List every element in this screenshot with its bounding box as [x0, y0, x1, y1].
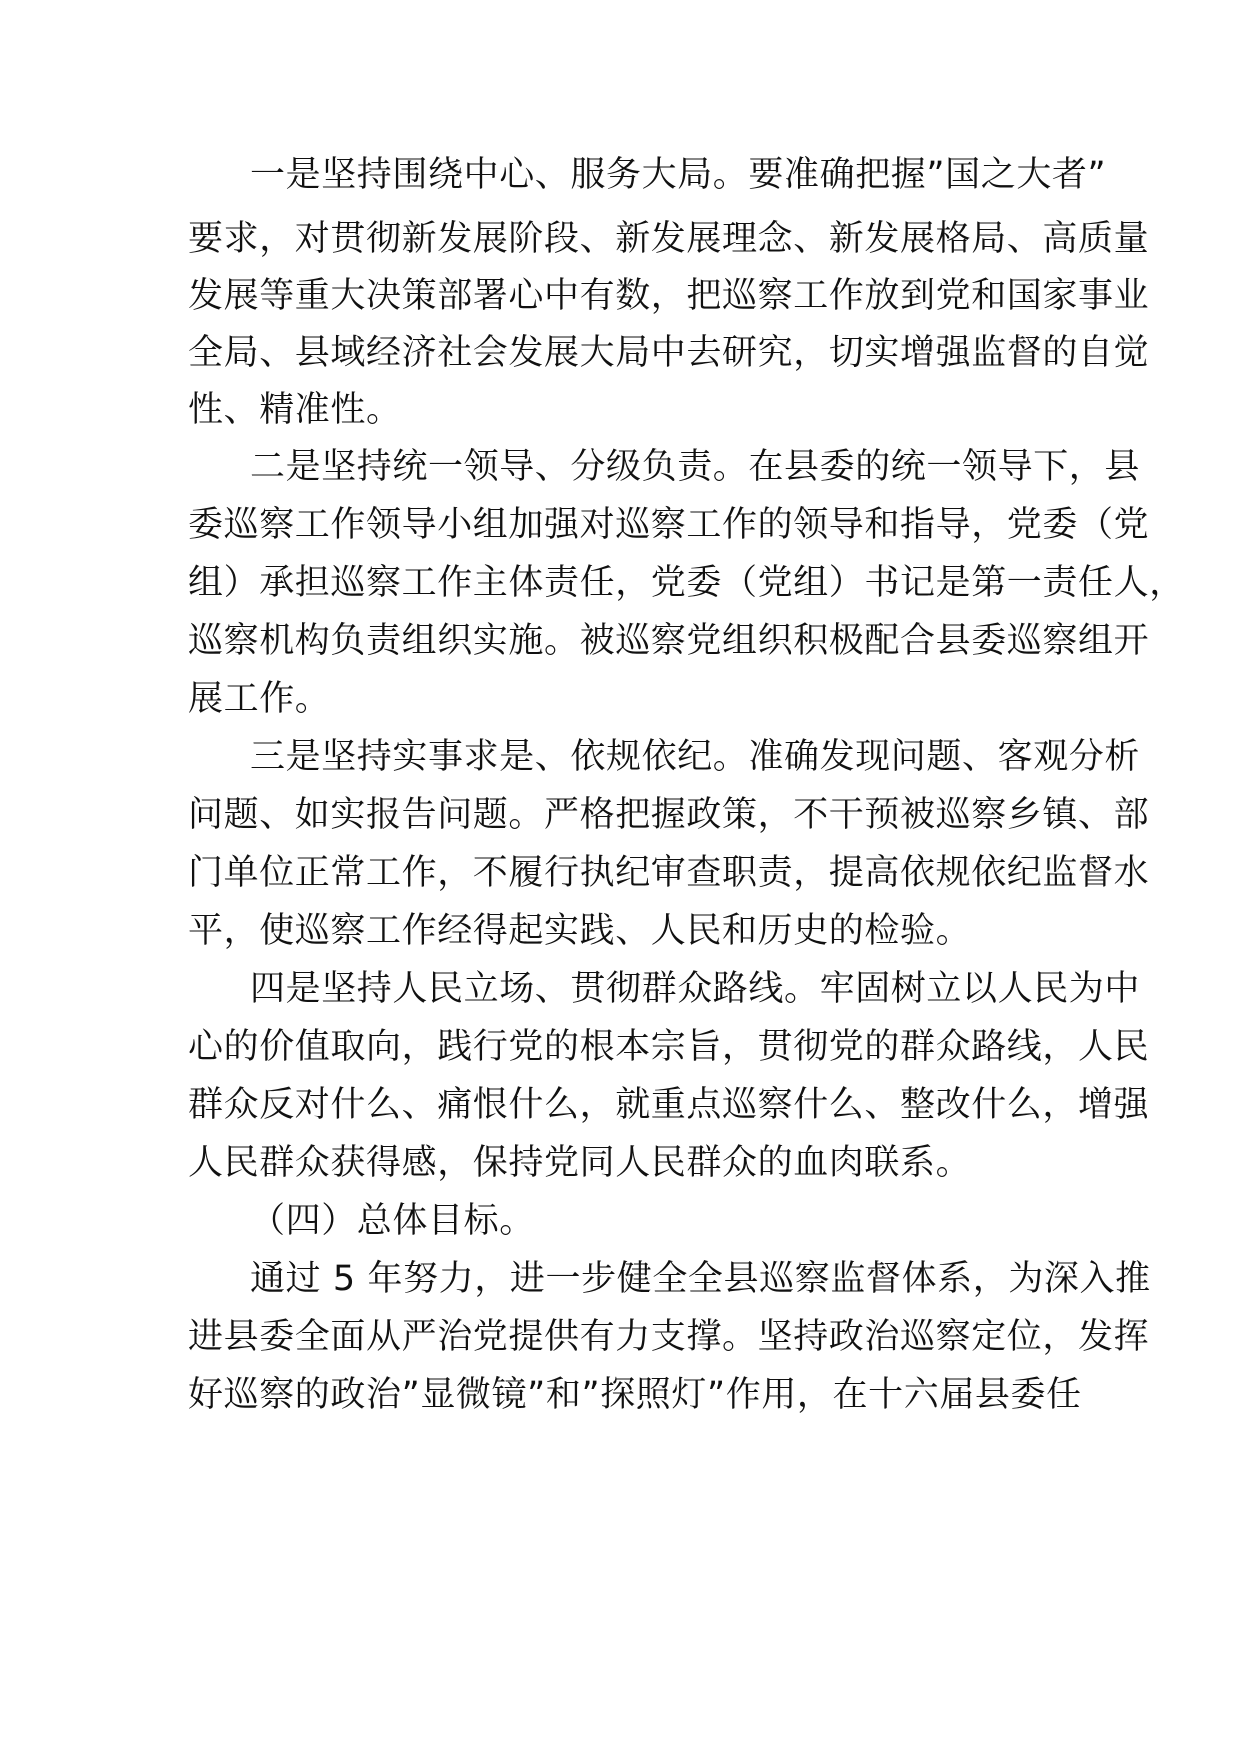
- paragraph-3-line-2: 问题、如实报告问题。严格把握政策，不干预被巡察乡镇、部: [188, 795, 1150, 835]
- paragraph-1-line-2: 要求，对贯彻新发展阶段、新发展理念、新发展格局、高质量: [188, 219, 1150, 259]
- paragraph-2-line-4: 巡察机构负责组织实施。被巡察党组织积极配合县委巡察组开: [188, 621, 1150, 661]
- paragraph-1-line-4: 全局、县域经济社会发展大局中去研究，切实增强监督的自觉: [188, 333, 1150, 373]
- paragraph-2-line-2: 委巡察工作领导小组加强对巡察工作的领导和指导，党委（党: [188, 505, 1150, 545]
- section-heading: （四）总体目标。: [250, 1201, 535, 1241]
- paragraph-1-line-3: 发展等重大决策部署心中有数，把巡察工作放到党和国家事业: [188, 276, 1150, 316]
- paragraph-4-line-3: 群众反对什么、痛恨什么，就重点巡察什么、整改什么，增强: [188, 1085, 1150, 1125]
- paragraph-4-line-2: 心的价值取向，践行党的根本宗旨，贯彻党的群众路线，人民: [188, 1027, 1150, 1067]
- paragraph-1-line-5: 性、精准性。: [188, 390, 402, 430]
- paragraph-5-line-3: 好巡察的政治”显微镜”和”探照灯”作用，在十六届县委任: [188, 1375, 1082, 1415]
- paragraph-2-line-5: 展工作。: [188, 679, 331, 719]
- paragraph-3-line-1: 三是坚持实事求是、依规依纪。准确发现问题、客观分析: [250, 737, 1141, 777]
- paragraph-4-line-1: 四是坚持人民立场、贯彻群众路线。牢固树立以人民为中: [250, 969, 1141, 1009]
- paragraph-4-line-4: 人民群众获得感，保持党同人民群众的血肉联系。: [188, 1143, 972, 1183]
- paragraph-2-line-1: 二是坚持统一领导、分级负责。在县委的统一领导下，县: [250, 447, 1141, 487]
- paragraph-1-line-1: 一是坚持围绕中心、服务大局。要准确把握”国之大者”: [250, 155, 1107, 195]
- paragraph-3-line-3: 门单位正常工作，不履行执纪审查职责，提高依规依纪监督水: [188, 853, 1150, 893]
- paragraph-2-line-3: 组）承担巡察工作主体责任，党委（党组）书记是第一责任人，: [188, 563, 1185, 603]
- paragraph-5-line-2: 进县委全面从严治党提供有力支撑。坚持政治巡察定位，发挥: [188, 1317, 1150, 1357]
- paragraph-3-line-4: 平，使巡察工作经得起实践、人民和历史的检验。: [188, 911, 972, 951]
- paragraph-5-line-1: 通过 5 年努力，进一步健全全县巡察监督体系，为深入推: [250, 1259, 1151, 1299]
